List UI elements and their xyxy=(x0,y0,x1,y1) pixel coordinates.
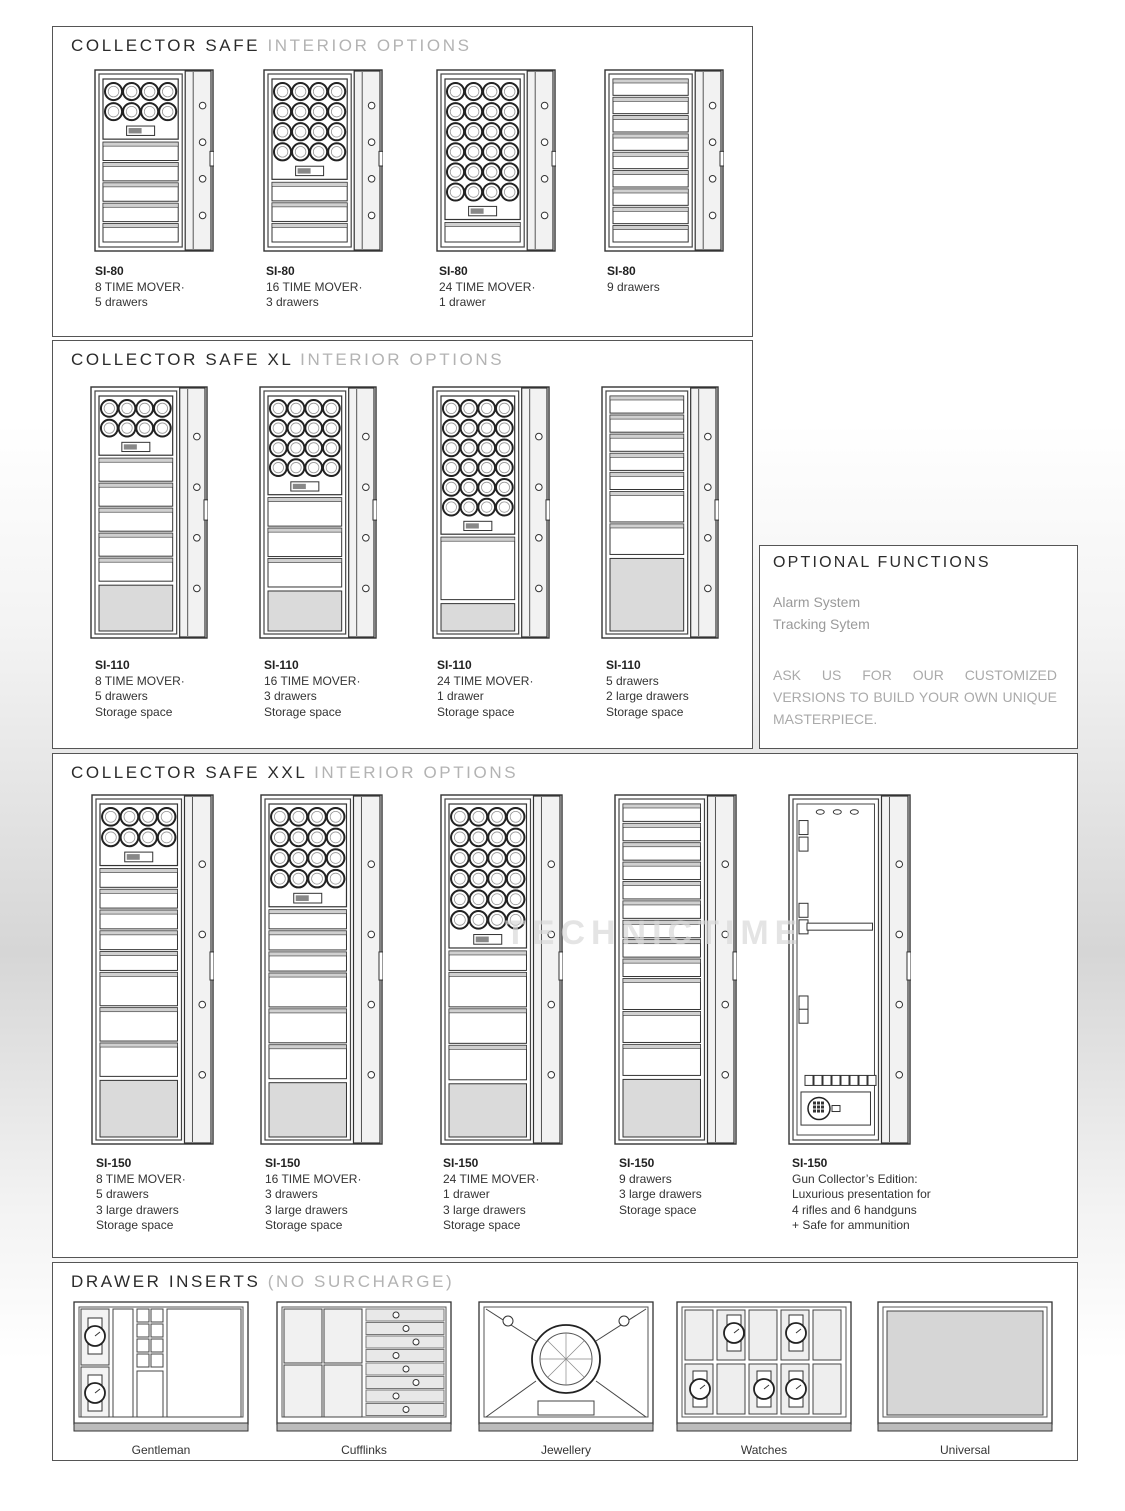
model-detail: 24 TIME MOVER· xyxy=(443,1171,540,1186)
model-caption xyxy=(606,658,689,720)
drawer-insert-illustration xyxy=(478,1301,654,1438)
model-caption xyxy=(437,658,533,720)
safe-illustration xyxy=(788,794,911,1150)
watermark: TECHNICTIME xyxy=(505,914,804,952)
model-detail: 3 drawers xyxy=(266,295,319,310)
model-detail: 16 TIME MOVER· xyxy=(264,673,361,688)
safe-illustration xyxy=(614,794,737,1150)
model-detail: 3 drawers xyxy=(264,689,317,704)
safe-illustration xyxy=(440,794,563,1150)
model-detail: Storage space xyxy=(96,1218,174,1233)
model-detail: 8 TIME MOVER· xyxy=(96,1171,186,1186)
model-name: SI-110 xyxy=(437,658,472,672)
model-detail: Gun Collector’s Edition: xyxy=(792,1171,918,1186)
safe-illustration xyxy=(604,69,724,257)
model-detail: 3 large drawers xyxy=(443,1202,526,1217)
model-detail: Storage space xyxy=(95,704,173,719)
optional-item: Tracking Sytem xyxy=(773,616,870,632)
model-name: SI-80 xyxy=(266,264,295,278)
model-name: SI-110 xyxy=(264,658,299,672)
drawer-insert-illustration xyxy=(877,1301,1053,1438)
optional-functions-title: OPTIONAL FUNCTIONS xyxy=(773,554,991,571)
model-caption xyxy=(95,658,185,720)
model-detail: 24 TIME MOVER· xyxy=(437,673,534,688)
model-detail: 3 large drawers xyxy=(265,1202,348,1217)
model-caption xyxy=(443,1156,539,1234)
panel-title: COLLECTOR SAFE XXL INTERIOR OPTIONS xyxy=(71,763,519,782)
model-detail: 1 drawer xyxy=(439,295,486,310)
model-detail: 5 drawers xyxy=(95,689,148,704)
model-name: SI-150 xyxy=(96,1156,132,1170)
model-detail: Storage space xyxy=(437,704,515,719)
safe-illustration xyxy=(259,386,377,644)
model-caption xyxy=(607,264,660,295)
model-detail: 5 drawers xyxy=(606,673,659,688)
optional-functions-panel xyxy=(759,545,1078,749)
model-caption xyxy=(266,264,362,311)
safe-illustration xyxy=(432,386,550,644)
model-detail: + Safe for ammunition xyxy=(792,1218,910,1233)
optional-item: Alarm System xyxy=(773,594,861,610)
model-name: SI-110 xyxy=(606,658,641,672)
model-name: SI-150 xyxy=(792,1156,828,1170)
model-detail: 3 large drawers xyxy=(96,1202,179,1217)
safe-illustration xyxy=(91,794,214,1150)
model-caption xyxy=(96,1156,186,1234)
model-name: SI-150 xyxy=(443,1156,479,1170)
safe-illustration xyxy=(263,69,383,257)
model-detail: 5 drawers xyxy=(96,1187,149,1202)
model-detail: Storage space xyxy=(443,1218,521,1233)
drawer-insert-illustration xyxy=(73,1301,249,1438)
model-name: SI-80 xyxy=(439,264,468,278)
safe-illustration xyxy=(260,794,383,1150)
model-detail: 4 rifles and 6 handguns xyxy=(792,1202,917,1217)
drawer-insert-label: Cufflinks xyxy=(341,1443,387,1457)
model-detail: 16 TIME MOVER· xyxy=(265,1171,362,1186)
model-detail: 9 drawers xyxy=(607,279,660,294)
model-detail: 5 drawers xyxy=(95,295,148,310)
model-detail: 3 drawers xyxy=(265,1187,318,1202)
model-detail: 2 large drawers xyxy=(606,689,689,704)
panel-title: COLLECTOR SAFE XL INTERIOR OPTIONS xyxy=(71,350,505,369)
model-detail: 1 drawer xyxy=(443,1187,490,1202)
model-caption xyxy=(439,264,535,311)
model-detail: Storage space xyxy=(264,704,342,719)
safe-illustration xyxy=(94,69,214,257)
model-detail: 3 large drawers xyxy=(619,1187,702,1202)
model-detail: Luxurious presentation for xyxy=(792,1187,931,1202)
model-detail: 1 drawer xyxy=(437,689,484,704)
model-detail: 24 TIME MOVER· xyxy=(439,279,536,294)
model-detail: Storage space xyxy=(606,704,684,719)
drawer-insert-label: Watches xyxy=(740,1443,788,1457)
model-caption xyxy=(265,1156,361,1234)
model-detail: 16 TIME MOVER· xyxy=(266,279,363,294)
drawer-insert-label: Gentleman xyxy=(131,1443,191,1457)
model-detail: Storage space xyxy=(619,1202,697,1217)
drawer-insert-illustration xyxy=(676,1301,852,1438)
safe-illustration xyxy=(436,69,556,257)
drawer-insert-illustration xyxy=(276,1301,452,1438)
model-name: SI-80 xyxy=(607,264,636,278)
model-name: SI-150 xyxy=(265,1156,301,1170)
custom-version-note: ASK US FOR OUR CUSTOMIZED VERSIONS TO BUILD YOUR OWN UNIQUE MASTERPIECE. xyxy=(773,667,1057,727)
model-name: SI-150 xyxy=(619,1156,655,1170)
panel-title: COLLECTOR SAFE INTERIOR OPTIONS xyxy=(71,36,472,55)
model-detail: 8 TIME MOVER· xyxy=(95,279,185,294)
model-caption xyxy=(95,264,185,311)
model-name: SI-110 xyxy=(95,658,130,672)
model-name: SI-80 xyxy=(95,264,124,278)
safe-illustration xyxy=(601,386,719,644)
panel-title: DRAWER INSERTS (NO SURCHARGE) xyxy=(71,1272,455,1291)
model-caption xyxy=(619,1156,702,1218)
model-detail: 8 TIME MOVER· xyxy=(95,673,185,688)
model-detail: Storage space xyxy=(265,1218,343,1233)
safe-illustration xyxy=(90,386,208,644)
drawer-insert-label: Universal xyxy=(939,1443,990,1457)
model-detail: 9 drawers xyxy=(619,1171,672,1186)
drawer-insert-label: Jewellery xyxy=(540,1443,591,1457)
model-caption xyxy=(264,658,360,720)
model-caption xyxy=(792,1156,931,1234)
